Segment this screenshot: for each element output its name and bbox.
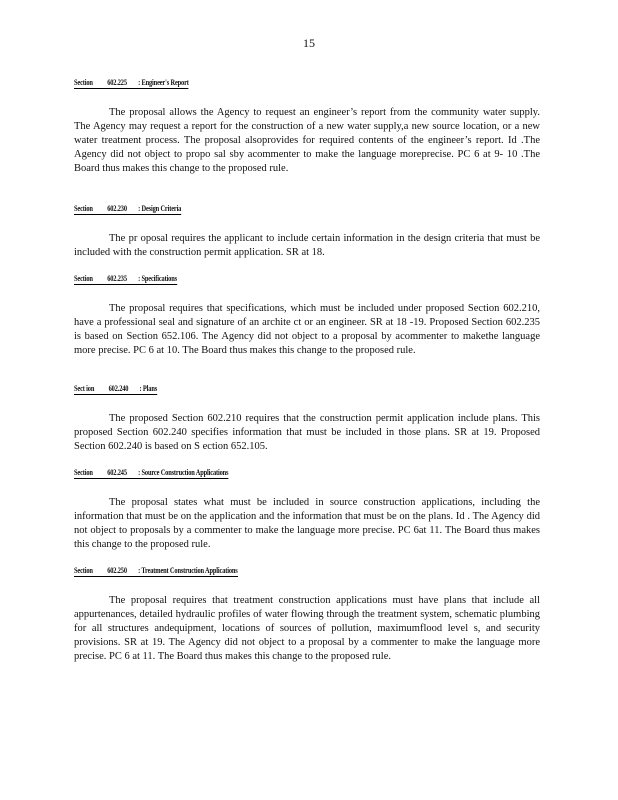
section-label: Section [74, 468, 93, 477]
section-602-235 [74, 268, 540, 358]
section-number: 602.240 [108, 384, 129, 393]
section-heading [74, 274, 177, 285]
section-label: Section [74, 566, 93, 575]
section-title: : Source Construction Applications [138, 468, 229, 477]
section-body: The proposal requires that specifications, which must be included under proposed Section 602.210, have a professional seal and signature of an archite ct or an engineer. SR at 18 -19. Proposed Section 602.235 is based on Section 652.106. The Agency did not object to a proposal by acommenter to makethe language more precise. PC 6 at 10. The Board thus makes this change to the proposed rule. [74, 303, 540, 356]
section-602-225 [74, 72, 540, 176]
section-heading [74, 204, 181, 215]
section-heading [74, 468, 228, 479]
section-602-240 [74, 378, 540, 454]
section-number: 602.245 [107, 468, 127, 477]
section-602-230 [74, 198, 540, 260]
section-title: : Specifications [138, 274, 177, 283]
section-body: The proposal requires that treatment construction applications must have plans that include all appurtenances, detailed hydraulic profiles of water flowing through the treatment system, schematic plumbing for all structures andequipment, locations of sources of pollution, maximumflood level s, and security provisions. SR at 19. The Agency did not object to a proposal by a commenter to make the language more precise. PC 6 at 11. The Board thus makes this change to the proposed rule. [74, 595, 540, 662]
section-title: : Design Criteria [138, 204, 182, 213]
section-number: 602.235 [107, 274, 127, 283]
page-number: 15 [303, 36, 315, 50]
section-602-245 [74, 462, 540, 552]
section-title: : Engineer's Report [138, 78, 189, 87]
section-label: Section [74, 78, 93, 87]
section-title: : Treatment Construction Applications [138, 566, 238, 575]
section-body: The proposed Section 602.210 requires that the construction permit application include plans. This proposed Section 602.240 specifies information that must be included in those plans. SR at 19. Proposed Section 602.240 is based on S ection 652.105. [74, 413, 540, 452]
section-label: Section [74, 204, 93, 213]
section-heading [74, 78, 189, 89]
section-body: The pr oposal requires the applicant to include certain information in the design criteria that must be included with the construction permit application. SR at 18. [74, 233, 540, 258]
section-number: 602.230 [107, 204, 127, 213]
section-heading [74, 384, 157, 395]
section-label: Sect ion [74, 384, 95, 393]
section-title: : Plans [139, 384, 158, 393]
section-body: The proposal allows the Agency to request an engineer’s report from the community water supply. The Agency may request a report for the construction of a new water supply,a new source location, or a new water treatment process. The proposal alsoprovides for required contents of the engineer’s report. Id .The Agency did not object to propo sal sby acommenter to make the language moreprecise. PC 6 at 9- 10 .The Board thus makes this change to the proposed rule. [74, 107, 540, 174]
section-602-250 [74, 560, 540, 664]
section-heading [74, 566, 238, 577]
section-label: Section [74, 274, 93, 283]
section-number: 602.225 [107, 78, 127, 87]
section-body: The proposal states what must be included in source construction applications, including the information that must be on the application and the information that must be on the plans. Id . The Agency did not object to proposals by a commenter to make the language more precise. PC 6at 11. The Board thus makes this change to the proposed rule. [74, 497, 540, 550]
section-number: 602.250 [107, 566, 127, 575]
